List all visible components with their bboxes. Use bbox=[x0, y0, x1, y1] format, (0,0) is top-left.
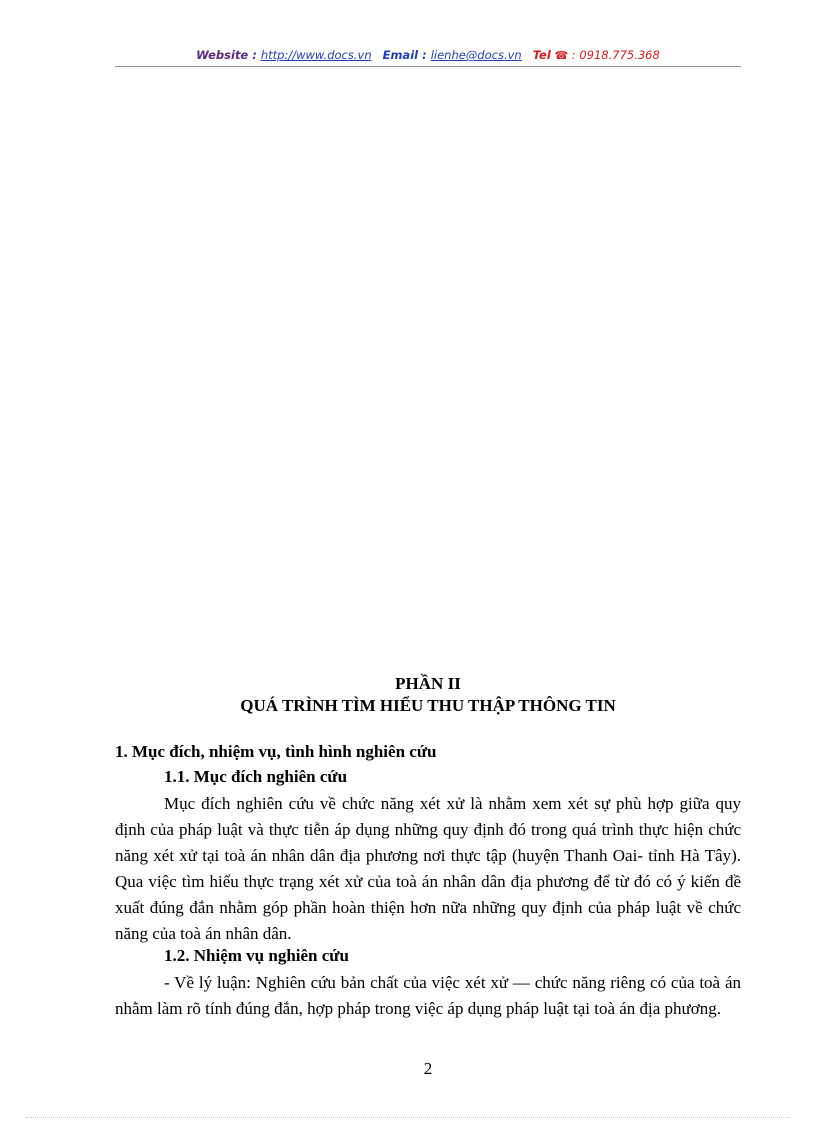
purpose-paragraph: Mục đích nghiên cứu về chức năng xét xử là nhằm xem xét sự phù hợp giữa quy định của pháp luật và thực tiễn áp dụng những quy định đó trong quá trình thực hiện chức năng xét xử tại toà án nhân dân địa phương nơi thực tập (huyện Thanh Oai- tỉnh Hà Tây). Qua việc tìm hiểu thực trạng xét xử của toà án nhân dân địa phương để từ đó có ý kiến đề xuất đúng đắn nhằm góp phần hoàn thiện hơn nữa những quy định của pháp luật về chức năng của toà án nhân dân. bbox=[115, 794, 741, 943]
header-divider bbox=[115, 66, 741, 67]
page-header bbox=[115, 48, 741, 62]
tel-label: Tel bbox=[532, 48, 551, 62]
tel-number: : 0918.775.368 bbox=[568, 48, 660, 62]
phone-icon: ☎ bbox=[554, 49, 569, 62]
part-title: PHẦN II bbox=[395, 674, 461, 693]
tasks-paragraph: - Về lý luận: Nghiên cứu bản chất của việc xét xử — chức năng riêng có của toà án nhằm làm rõ tính đúng đắn, hợp pháp trong việc áp dụng pháp luật tại toà án địa phương. bbox=[115, 973, 741, 1018]
email-link[interactable]: lienhe@docs.vn bbox=[430, 48, 522, 62]
website-label: Website : bbox=[196, 48, 261, 62]
section-heading: 1. Mục đích, nhiệm vụ, tình hình nghiên cứu bbox=[115, 742, 437, 761]
email-label: Email bbox=[382, 48, 419, 62]
subsection-heading-tasks: 1.2. Nhiệm vụ nghiên cứu bbox=[164, 946, 349, 965]
email-separator: : bbox=[418, 48, 431, 62]
part-subtitle: QUÁ TRÌNH TÌM HIỂU THU THẬP THÔNG TIN bbox=[240, 696, 616, 715]
footer-divider bbox=[26, 1117, 790, 1118]
subsection-heading-purpose: 1.1. Mục đích nghiên cứu bbox=[164, 767, 348, 786]
page-number: 2 bbox=[423, 1059, 433, 1078]
website-link[interactable]: http://www.docs.vn bbox=[260, 48, 372, 62]
